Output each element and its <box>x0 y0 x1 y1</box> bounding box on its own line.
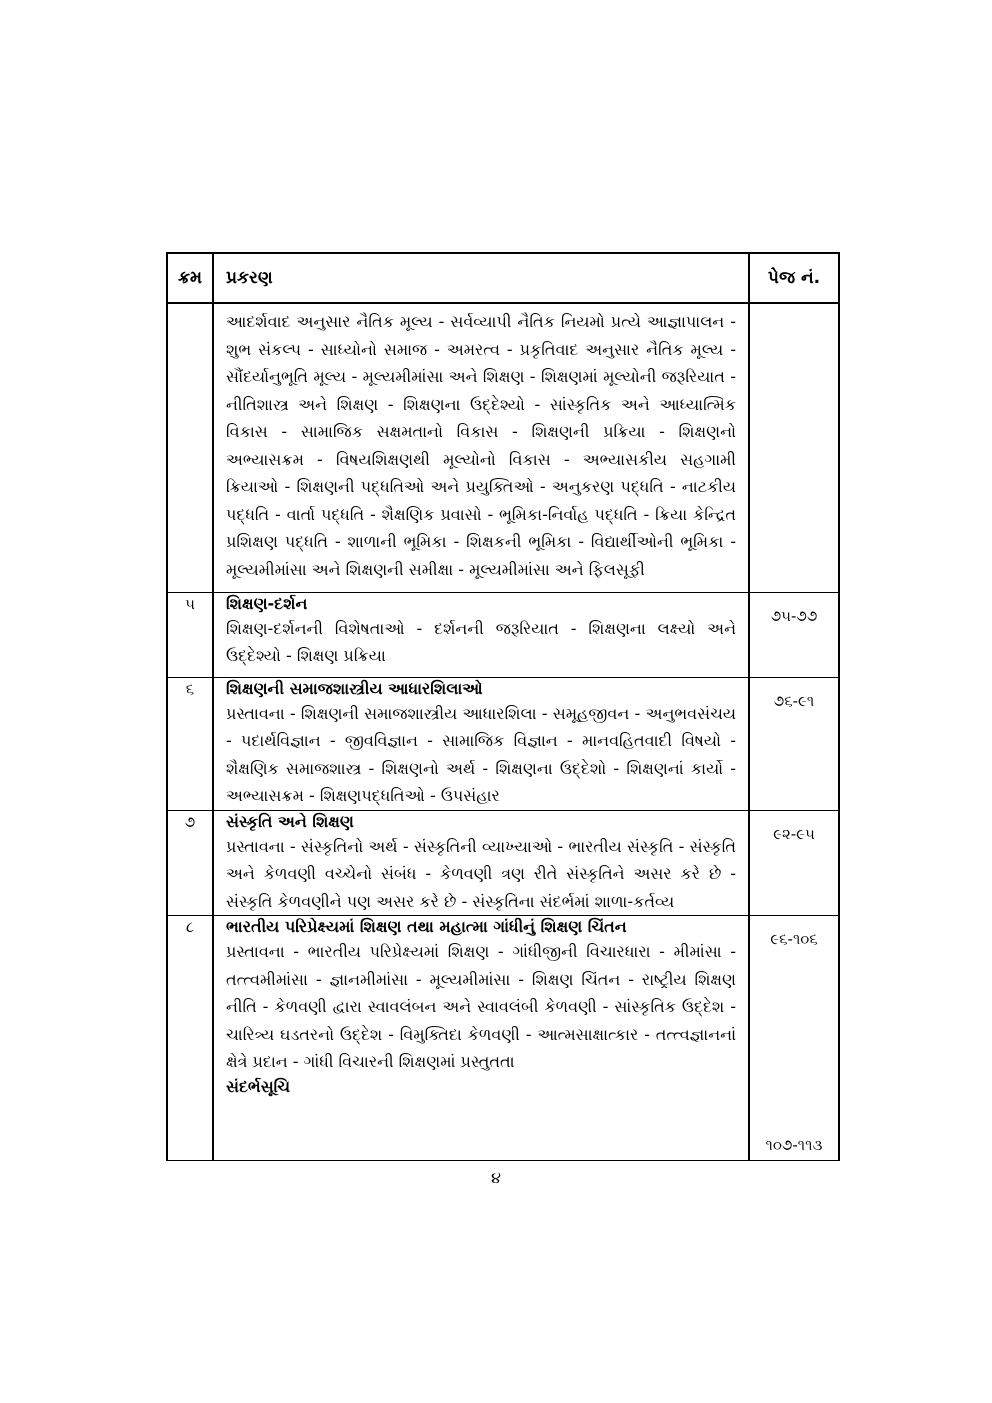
table-row <box>167 916 839 1161</box>
references-page: ૧૦૭-૧૧૩ <box>765 1136 823 1154</box>
row-page <box>749 303 839 592</box>
row-no <box>167 303 213 592</box>
table-row <box>167 303 839 592</box>
row-body: આદર્શવાદ અનુસાર નૈતિક મૂલ્ય - સર્વવ્યાપી નૈતિક નિયમો પ્રત્યે આજ્ઞાપાલન - શુભ સંકલ્પ - સાધ્યોનો સમાજ - અમરત્વ - પ્રકૃતિવાદ અનુસાર નૈતિક મૂલ્ય - સૌંદર્યાનુભૂતિ મૂલ્ય - મૂલ્યમીમાંસા અને શિક્ષણ - શિક્ષણમાં મૂલ્યોની જરૂરિયાત - નીતિશાસ્ત્ર અને શિક્ષણ - શિક્ષણના ઉદ્દેશ્યો - સાંસ્કૃતિક અને આધ્યાત્મિક વિકાસ - સામાજિક સક્ષમતાનો વિકાસ - શિક્ષણની પ્રક્રિયા - શિક્ષણનો અભ્યાસક્રમ - વિષયશિક્ષણથી મૂલ્યોનો વિકાસ - અભ્યાસકીય સહગામી ક્રિયાઓ - શિક્ષણની પદ્ધતિઓ અને પ્રયુક્તિઓ - અનુકરણ પદ્ધતિ - નાટકીય પદ્ધતિ - વાર્તા પદ્ધતિ - શૈક્ષણિક પ્રવાસો - ભૂમિકા-નિર્વાહ પદ્ધતિ - ક્રિયા કેન્દ્રિત પ્રશિક્ષણ પદ્ધતિ - શાળાની ભૂમિકા - શિક્ષકની ભૂમિકા - વિદ્યાર્થીઓની ભૂમિકા - મૂલ્યમીમાંસા અને શિક્ષણની સમીક્ષા - મૂલ્યમીમાંસા અને ફિલસૂફી <box>226 312 736 579</box>
row-body: શિક્ષણ-દર્શનની વિશેષતાઓ - દર્શનની જરૂરિયાત - શિક્ષણના લક્ષ્યો અને ઉદ્દેશ્યો - શિક્ષણ પ્રક્રિયા <box>226 618 736 665</box>
row-no: ૫ <box>167 592 213 677</box>
row-body: પ્રસ્તાવના - શિક્ષણની સમાજશાસ્ત્રીય આધારશિલા - સમૂહજીવન - અનુભવસંચય - પદાર્થવિજ્ઞાન - જીવવિજ્ઞાન - સામાજિક વિજ્ઞાન - માનવહિતવાદી વિષયો - શૈક્ષણિક સમાજશાસ્ત્ર - શિક્ષણનો અર્થ - શિક્ષણના ઉદ્દેશો - શિક્ષણનાં કાર્યો - અભ્યાસક્રમ - શિક્ષણપદ્ધતિઓ - ઉપસંહાર <box>226 703 736 805</box>
row-title: શિક્ષણ-દર્શન <box>226 593 308 613</box>
row-no: ૭ <box>167 810 213 916</box>
row-page: ૭૫-૭૭ <box>749 592 839 677</box>
row-page: ૯૬-૧૦૬ <box>770 930 818 948</box>
row-page: ૭૬-૯૧ <box>749 677 839 810</box>
header-no: ક્રમ <box>167 253 213 303</box>
row-title: સંસ્કૃતિ અને શિક્ષણ <box>226 811 354 831</box>
header-page: પેજ નં. <box>749 253 839 303</box>
row-body: પ્રસ્તાવના - ભારતીય પરિપ્રેક્ષ્યમાં શિક્ષણ - ગાંધીજીની વિચારધારા - મીમાંસા - તત્ત્વમીમાંસા - જ્ઞાનમીમાંસા - મૂલ્યમીમાંસા - શિક્ષણ ચિંતન - રાષ્ટ્રીય શિક્ષણ નીતિ - કેળવણી દ્વારા સ્વાવલંબન અને સ્વાવલંબી કેળવણી - સાંસ્કૃતિક ઉદ્દેશ - ચારિત્ર્ય ઘડતરનો ઉદ્દેશ - વિમુક્તિદા કેળવણી - આત્મસાક્ષાત્કાર - તત્ત્વજ્ઞાનનાં ક્ષેત્રે પ્રદાન - ગાંધી વિચારની શિક્ષણમાં પ્રસ્તુતતા <box>226 942 736 1071</box>
row-title: ભારતીય પરિપ્રેક્ષ્યમાં શિક્ષણ તથા મહાત્મા ગાંધીનું શિક્ષણ ચિંતન <box>226 917 627 936</box>
table-row <box>167 592 839 677</box>
row-title: શિક્ષણની સમાજશાસ્ત્રીય આધારશિલાઓ <box>226 678 483 698</box>
header-chapter: પ્રકરણ <box>213 253 749 303</box>
contents-table <box>166 252 840 1161</box>
row-body: પ્રસ્તાવના - સંસ્કૃતિનો અર્થ - સંસ્કૃતિની વ્યાખ્યાઓ - ભારતીય સંસ્કૃતિ - સંસ્કૃતિ અને કેળવણી વચ્ચેનો સંબંધ - કેળવણી ત્રણ રીતે સંસ્કૃતિને અસર કરે છે - સંસ્કૃતિ કેળવણીને પણ અસર કરે છે - સંસ્કૃતિના સંદર્ભમાં શાળા-કર્તવ્ય <box>226 836 736 911</box>
row-no: ૮ <box>167 916 213 1161</box>
row-page: ૯૨-૯૫ <box>749 810 839 916</box>
row-no: ૬ <box>167 677 213 810</box>
references-title: સંદર્ભસૂચિ <box>226 1076 291 1096</box>
header-row <box>167 253 839 303</box>
page-number: ૪ <box>491 1168 501 1187</box>
table-row <box>167 810 839 916</box>
table-row <box>167 677 839 810</box>
